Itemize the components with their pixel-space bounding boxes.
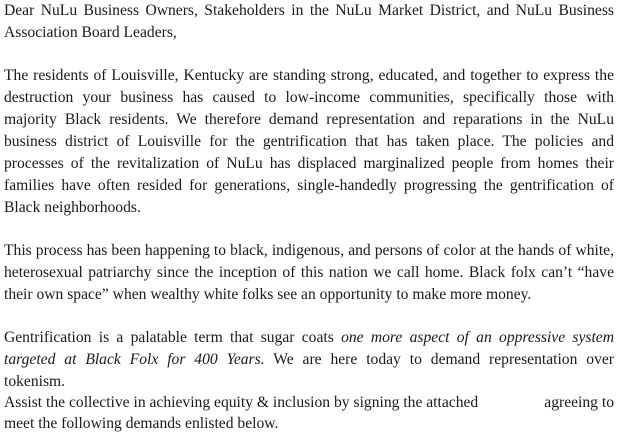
paragraph-1-line-6: families have often resided for generations, single-handedly progressing the gentrification of [4, 177, 614, 194]
paragraph-3-line-2-plain: We are here today to demand representation over [273, 351, 614, 368]
paragraph-4-line-1-left: Assist the collective in achieving equity & inclusion by signing the attached [4, 394, 479, 411]
paragraph-2-line-1: This process has been happening to black, indigenous, and persons of color at the hands of white, [4, 242, 614, 259]
paragraph-3-line-1-plain: Gentrification is a palatable term that sugar coats [4, 329, 334, 346]
paragraph-1-line-7: Black neighborhoods. [4, 199, 141, 216]
paragraph-2-line-2: heterosexual patriarchy since the inception of this nation we call home. Black folx can’t “have [4, 264, 614, 281]
salutation-line-2: Association Board Leaders, [4, 24, 177, 41]
paragraph-3-line-1-italic: one more aspect of an oppressive system [341, 329, 614, 346]
paragraph-3-line-1 [4, 327, 614, 349]
paragraph-4-line-1-right: agreeing to [544, 394, 614, 411]
paragraph-1-line-5: processes of the revitalization of NuLu has displaced marginalized people from homes their [4, 155, 614, 172]
paragraph-4-line-2: meet the following demands enlisted below. [4, 415, 279, 432]
paragraph-1-line-3: majority Black residents. We therefore demand representation and reparations in the NuLu [4, 111, 614, 128]
paragraph-4-line-1 [4, 392, 614, 414]
paragraph-3-line-2-italic: targeted at Black Folx for 400 Years. [4, 351, 265, 368]
paragraph-2-line-3: their own space” when wealthy white folks see an opportunity to make more money. [4, 286, 532, 303]
paragraph-3-line-2 [4, 349, 614, 371]
paragraph-1-line-2: destruction your business has caused to low-income communities, specifically those with [4, 89, 614, 106]
paragraph-3-line-3: tokenism. [4, 373, 66, 390]
paragraph-1-line-4: business district of Louisville for the gentrification that has taken place. The policies and [4, 133, 614, 150]
salutation-line-1: Dear NuLu Business Owners, Stakeholders in the NuLu Market District, and NuLu Business [4, 2, 614, 19]
paragraph-1-line-1: The residents of Louisville, Kentucky are standing strong, educated, and together to express the [4, 67, 614, 84]
